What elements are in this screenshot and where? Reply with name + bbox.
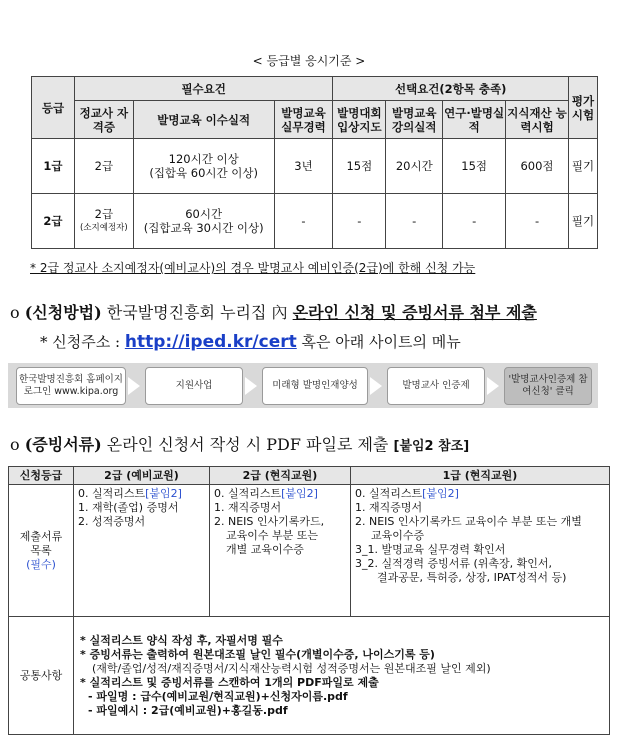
grade-cell: 1급 xyxy=(32,139,75,194)
table-row xyxy=(9,485,610,617)
docs-current1: 0. 실적리스트[붙임2] 1. 재직증명서 2. NEIS 인사기록카드 교육이수 부분 또는 개별 교육이수증 3_1. 발명교육 실무경력 확인서 3_2. 실적경력 증빙서류 (위촉장, 확인서, 결과공문, 특허증, 상장, IPAT성적서 등) xyxy=(351,485,610,617)
ip-cell: - xyxy=(506,194,569,249)
header-exam: 평가시험 xyxy=(568,77,597,139)
docs-line: o (증빙서류) 온라인 신청서 작성 시 PDF 파일로 제출 [붙임2 참조] xyxy=(10,435,470,454)
header-current2: 2급 (현직교원) xyxy=(210,467,351,485)
col-ip: 지식재산 능력시험 xyxy=(506,101,569,139)
ip-cell: 600점 xyxy=(506,139,569,194)
table-row xyxy=(9,617,610,735)
arrow-right-icon xyxy=(245,377,257,395)
docs-current2: 0. 실적리스트[붙임2] 1. 재직증명서 2. NEIS 인사기록카드, 교육이수 부분 또는 개별 교육이수증 xyxy=(210,485,351,617)
career-cell: - xyxy=(274,194,333,249)
contest-cell: 15점 xyxy=(333,139,386,194)
header-required: 필수요건 xyxy=(74,77,332,101)
menu-flow xyxy=(8,363,598,408)
header-prospective: 2급 (예비교원) xyxy=(74,467,210,485)
flow-step-cert: 발명교사 인증제 xyxy=(387,367,485,405)
arrow-right-icon xyxy=(487,377,499,395)
common-notes: * 실적리스트 양식 작성 후, 자필서명 필수 * 증빙서류는 출력하여 원본대조필 날인 필수(개별이수증, 나이스기록 등) (재학/졸업/성적/재직증명서/지식재산능력시험 성적증명서는 원본대조필 날인 제외) * 실적리스트 및 증빙서류를 스캔하여 1개의 PDF파일로 제출 - 파일명 : 급수(예비교원/현직교원)+신청자이름.pdf - 파일예시 : 2급(예비교원)+홍길동.pdf xyxy=(74,617,610,735)
edu-cell: 60시간 (집합교육 30시간 이상) xyxy=(133,194,274,249)
flow-step-support: 지원사업 xyxy=(145,367,243,405)
lecture-cell: - xyxy=(386,194,443,249)
col-research: 연구·발명실적 xyxy=(443,101,506,139)
col-cert: 정교사 자격증 xyxy=(74,101,133,139)
col-contest: 발명대회 입상지도 xyxy=(333,101,386,139)
grade-criteria-table xyxy=(31,76,598,249)
col-lecture: 발명교육 강의실적 xyxy=(386,101,443,139)
flow-step-apply: '발명교사인증제 참여신청' 클릭 xyxy=(504,367,592,405)
exam-cell: 필기 xyxy=(568,194,597,249)
cert-cell: 2급 (소지예정자) xyxy=(74,194,133,249)
cert-url-link[interactable]: http://iped.kr/cert xyxy=(124,332,297,352)
lecture-cell: 20시간 xyxy=(386,139,443,194)
col-career: 발명교육 실무경력 xyxy=(274,101,333,139)
exam-cell: 필기 xyxy=(568,139,597,194)
method-line: o (신청방법) 한국발명진흥회 누리집 內 온라인 신청 및 증빙서류 첨부 제출 xyxy=(10,303,537,322)
arrow-right-icon xyxy=(128,377,140,395)
header-optional: 선택요건(2항목 충족) xyxy=(333,77,569,101)
col-edu: 발명교육 이수실적 xyxy=(133,101,274,139)
edu-cell: 120시간 이상 (집합육 60시간 이상) xyxy=(133,139,274,194)
table-row xyxy=(32,139,598,194)
flow-step-login: 한국발명진흥회 홈페이지로그인 www.kipa.org xyxy=(16,367,126,405)
address-line: * 신청주소 : http://iped.kr/cert 혹은 아래 사이트의 메뉴 xyxy=(40,332,461,352)
row-label-required: 제출서류 목록 (필수) xyxy=(9,485,74,617)
documents-table xyxy=(8,466,610,735)
table-row xyxy=(32,194,598,249)
docs-prospective: 0. 실적리스트[붙임2] 1. 재학(졸업) 증명서 2. 성적증명서 xyxy=(74,485,210,617)
cert-cell: 2급 xyxy=(74,139,133,194)
eligibility-note: * 2급 정교사 소지예정자(예비교사)의 경우 발명교사 예비인증(2급)에 한해 신청 가능 xyxy=(30,261,476,275)
career-cell: 3년 xyxy=(274,139,333,194)
contest-cell: - xyxy=(333,194,386,249)
grade-cell: 2급 xyxy=(32,194,75,249)
row-label-common: 공통사항 xyxy=(9,617,74,735)
flow-step-talent: 미래형 발명인재양성 xyxy=(262,367,368,405)
header-apply-grade: 신청등급 xyxy=(9,467,74,485)
header-grade: 등급 xyxy=(32,77,75,139)
header-current1: 1급 (현직교원) xyxy=(351,467,610,485)
arrow-right-icon xyxy=(370,377,382,395)
research-cell: 15점 xyxy=(443,139,506,194)
research-cell: - xyxy=(443,194,506,249)
section-title: < 등급별 응시기준 > xyxy=(252,54,366,68)
